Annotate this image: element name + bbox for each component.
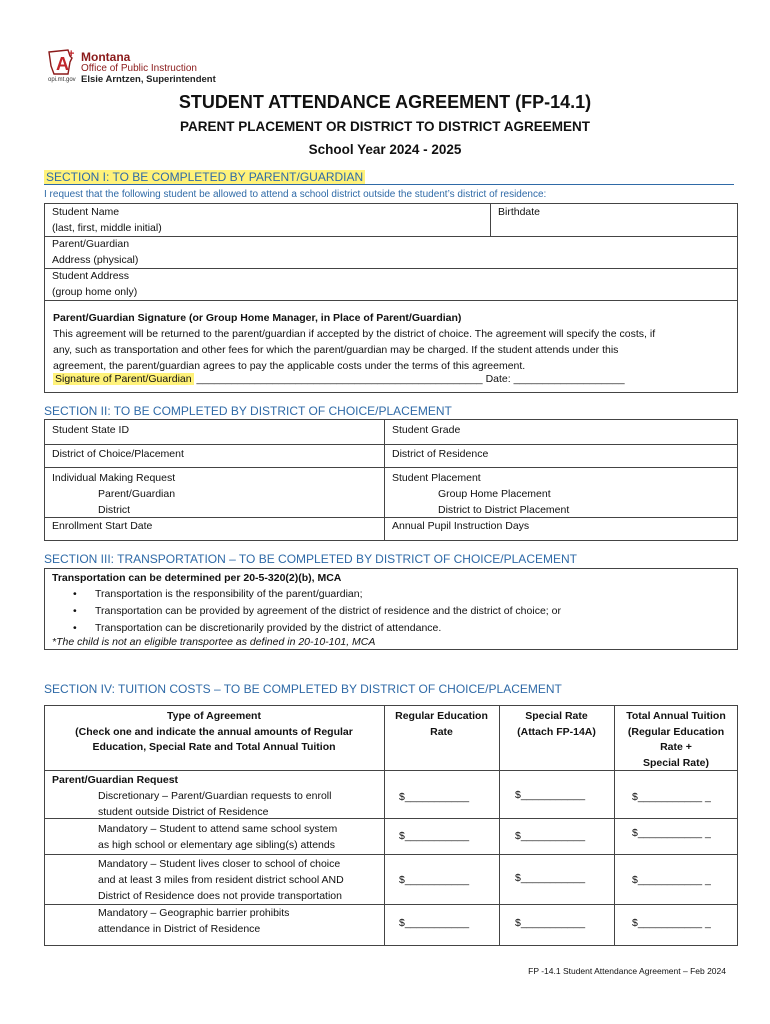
enrollment-start-field[interactable]: Enrollment Start Date [52, 520, 153, 532]
student-address-field[interactable] [44, 268, 137, 300]
amount-regular-4[interactable]: $___________ [399, 917, 470, 929]
signature-heading: Parent/Guardian Signature (or Group Home Manager, in Place of Parent/Guardian) [53, 312, 462, 324]
amount-special-2[interactable]: $___________ [515, 830, 586, 842]
tuition-row-4-line-2: attendance in District of Residence [98, 923, 261, 935]
tuition-row-sibling[interactable] [90, 821, 337, 853]
divider [44, 236, 738, 237]
transport-note[interactable]: *The child is not an eligible transportee as defined in 20-10-101, MCA [52, 636, 376, 648]
col-header-total-line-1: Total Annual Tuition [626, 710, 726, 722]
tuition-row-distance[interactable] [90, 856, 344, 904]
transport-options [95, 586, 561, 637]
amount-special-1[interactable]: $___________ [515, 789, 586, 801]
tuition-row-3-line-3: District of Residence does not provide transportation [98, 890, 342, 902]
option-parent-guardian[interactable]: Parent/Guardian [98, 488, 176, 500]
svg-text:+: + [68, 48, 75, 60]
annual-days-field[interactable]: Annual Pupil Instruction Days [392, 520, 530, 532]
col-header-type [44, 709, 384, 756]
amount-regular-1[interactable]: $___________ [399, 791, 470, 803]
signature-paragraph-2: any, such as transportation and other fees for which the parent/guardian may be charged. If the student attends under this [53, 344, 619, 356]
amount-regular-3[interactable]: $___________ [399, 874, 470, 886]
signature-row[interactable] [53, 373, 625, 385]
student-address-label-2: (group home only) [52, 286, 138, 298]
tuition-row-1-line-2: student outside District of Residence [98, 806, 269, 818]
signature-date[interactable]: Date: ___________________ [485, 373, 625, 385]
document-title: STUDENT ATTENDANCE AGREEMENT (FP-14.1) [178, 92, 592, 112]
amount-total-3[interactable]: $___________ _ [632, 874, 711, 886]
tuition-row-geographic[interactable] [90, 905, 289, 937]
amount-special-3[interactable]: $___________ [515, 872, 586, 884]
parent-address-field[interactable] [44, 236, 138, 268]
footer-form-id: FP -14.1 Student Attendance Agreement – Feb 2024 [528, 966, 726, 976]
student-address-label-1: Student Address [52, 270, 130, 282]
section-1-heading-text: SECTION I: TO BE COMPLETED BY PARENT/GUARDIAN [46, 170, 364, 184]
transport-option-2[interactable]: • Transportation can be provided by agreement of the district of residence and the district of choice; or [95, 603, 561, 620]
col-header-total-line-3: Rate + [660, 741, 692, 753]
divider [44, 854, 738, 855]
col-header-regular-line-2: Rate [430, 725, 453, 738]
student-grade-field[interactable]: Student Grade [392, 424, 461, 436]
amount-total-1[interactable]: $___________ _ [632, 791, 711, 803]
signature-paragraph-1: This agreement will be returned to the parent/guardian if accepted by the district of choice. The agreement will specify the costs, if [53, 328, 656, 340]
option-district-to-district[interactable]: District to District Placement [438, 504, 570, 516]
col-header-special-line-2: (Attach FP-14A) [517, 725, 596, 738]
document-subtitle: PARENT PLACEMENT OR DISTRICT TO DISTRICT AGREEMENT [179, 119, 590, 134]
logo-line-3: Elsie Arntzen, Superintendent [81, 74, 216, 85]
logo-url: opi.mt.gov [48, 77, 76, 83]
option-district[interactable]: District [98, 504, 131, 516]
student-state-id-field[interactable]: Student State ID [52, 424, 130, 436]
col-header-regular [384, 709, 499, 740]
individual-request-label: Individual Making Request [52, 472, 176, 484]
divider [44, 300, 738, 301]
divider [384, 705, 385, 946]
amount-total-4[interactable]: $___________ _ [632, 917, 711, 929]
tuition-row-2-line-1: Mandatory – Student to attend same school system [98, 823, 338, 835]
parent-address-label-2: Address (physical) [52, 254, 139, 266]
col-header-type-line-3: Education, Special Rate and Total Annual Tuition [92, 741, 336, 753]
signature-paragraph-3: agreement, the parent/guardian agrees to pay the applicable costs under the terms of this agreement. [53, 360, 526, 372]
tuition-row-discretionary[interactable] [90, 788, 331, 820]
montana-a-plus-icon [48, 48, 80, 78]
student-name-note: (last, first, middle initial) [52, 222, 162, 234]
divider [499, 705, 500, 946]
district-choice-field[interactable]: District of Choice/Placement [52, 448, 184, 460]
transport-determined: Transportation can be determined per 20-5-320(2)(b), MCA [52, 572, 342, 584]
section-3-heading: SECTION III: TRANSPORTATION – TO BE COMPLETED BY DISTRICT OF CHOICE/PLACEMENT [44, 552, 577, 566]
signature-line[interactable]: _________________________________________________ [193, 373, 486, 385]
section-2-heading: SECTION II: TO BE COMPLETED BY DISTRICT OF CHOICE/PLACEMENT [44, 404, 452, 418]
logo-line-1: Montana [81, 50, 131, 64]
tuition-row-3-line-2: and at least 3 miles from resident district school AND [98, 874, 344, 886]
col-header-total-line-4: Special Rate) [643, 756, 709, 769]
tuition-row-3-line-1: Mandatory – Student lives closer to school of choice [98, 858, 341, 870]
col-header-special [499, 709, 614, 740]
col-header-total-line-2: (Regular Education [627, 725, 725, 738]
transport-option-1[interactable]: • Transportation is the responsibility of the parent/guardian; [95, 586, 561, 603]
student-name-label: Student Name [52, 206, 120, 218]
col-header-type-line-2: (Check one and indicate the annual amounts of Regular [75, 725, 353, 738]
tuition-row-4-line-1: Mandatory – Geographic barrier prohibits [98, 907, 290, 919]
amount-regular-2[interactable]: $___________ [399, 830, 470, 842]
col-header-type-line-1: Type of Agreement [167, 710, 261, 722]
divider [44, 268, 738, 269]
birthdate-label: Birthdate [498, 206, 541, 218]
logo-line-2: Office of Public Instruction [81, 63, 197, 74]
amount-total-2[interactable]: $___________ _ [632, 827, 711, 839]
col-header-regular-line-1: Regular Education [395, 710, 488, 722]
student-name-field[interactable] [44, 204, 162, 236]
transport-option-3[interactable]: • Transportation can be discretionarily provided by the district of attendance. [95, 620, 561, 637]
birthdate-field[interactable] [490, 204, 540, 220]
district-residence-field[interactable]: District of Residence [392, 448, 489, 460]
student-placement-label: Student Placement [392, 472, 481, 484]
section-1-intro: I request that the following student be allowed to attend a school district outside the student’s district of residence: [44, 189, 547, 200]
divider [44, 467, 738, 468]
option-group-home[interactable]: Group Home Placement [438, 488, 551, 500]
divider [44, 444, 738, 445]
amount-special-4[interactable]: $___________ [515, 917, 586, 929]
tuition-group-label: Parent/Guardian Request [52, 774, 179, 786]
tuition-row-1-line-1: Discretionary – Parent/Guardian requests to enroll [98, 790, 332, 802]
svg-text:A: A [56, 54, 69, 74]
section-4-heading: SECTION IV: TUITION COSTS – TO BE COMPLETED BY DISTRICT OF CHOICE/PLACEMENT [44, 682, 562, 696]
opi-logo [48, 48, 218, 88]
col-header-special-line-1: Special Rate [525, 710, 588, 722]
tuition-row-2-line-2: as high school or elementary age sibling(s) attends [98, 839, 335, 851]
section-1-heading [44, 170, 734, 185]
col-header-total [614, 709, 738, 771]
signature-label: Signature of Parent/Guardian [55, 373, 192, 385]
parent-address-label-1: Parent/Guardian [52, 238, 130, 250]
school-year: School Year 2024 - 2025 [308, 142, 462, 157]
